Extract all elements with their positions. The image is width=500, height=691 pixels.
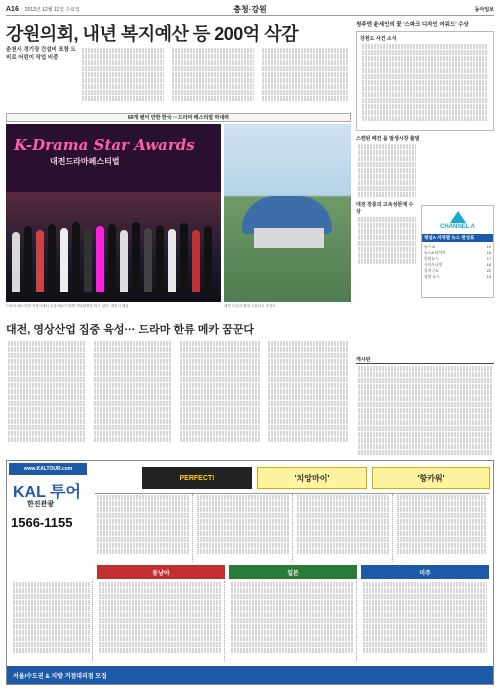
region-japan: 일본 (229, 565, 357, 579)
schedule-program: 강원 뉴스 (424, 275, 440, 279)
ad-promo-2: '항카워' (372, 467, 490, 489)
ad-perfect: PERFECT! (142, 467, 252, 489)
awards-photo (6, 124, 221, 302)
schedule-program: 뉴스A 라이브 (424, 251, 446, 255)
section-title: 충청·강원 (233, 5, 267, 14)
article2-col1 (6, 340, 88, 455)
article-body-col3 (260, 47, 350, 109)
kal-tour-advertisement (6, 460, 494, 685)
channel-a-logo: CHANNEL A (422, 206, 493, 234)
item2-title: 대전 장롱의 고속성관계 수상 (356, 202, 414, 215)
notice-board (356, 356, 494, 456)
ad-url[interactable]: www.KALTOUR.com (9, 463, 87, 475)
article-body-col2 (170, 47, 256, 109)
photo-logo: K-Drama Star Awards (14, 136, 195, 154)
ad-footer: 서울/수도권 & 지방 거점대리점 모집 (7, 666, 493, 684)
photo-banner: 60개 팬이 만한 한국 ···드라마 페스티벌 막내려 (6, 113, 351, 122)
photo2-caption: 대전 드라마 촬영 스튜디오 조감도 (224, 304, 276, 308)
article-body-col1 (80, 47, 166, 109)
channel-a-schedule (421, 205, 494, 298)
region-america: 미주 (361, 565, 489, 579)
ad-package-grid (95, 493, 489, 561)
article2-col3 (178, 340, 262, 455)
page-date: 2013년 12월 11일 수요일 (24, 7, 80, 13)
article2-col2 (92, 340, 174, 455)
ad-brand: KAL 투어 (13, 484, 81, 501)
schedule-time: 22 (486, 269, 491, 273)
main-headline: 강원의회, 내년 복지예산 등 200억 삭감 (6, 24, 298, 44)
photo1-caption: 드라마 페스티벌 시상식에서 수상자들이 함께 기념촬영을 하고 있다. 대전시 제공 (6, 304, 129, 308)
item1-title: 스캔된 페건 몸 발생시장 출범 (356, 136, 420, 142)
news-box (356, 31, 494, 131)
schedule-program: 뉴스 A (424, 245, 435, 249)
schedule-time: 16 (486, 251, 491, 255)
crowd-image (6, 192, 221, 302)
notice-title: 게시판 (356, 356, 494, 364)
schedule-program: 종합뉴스 (424, 257, 439, 261)
right-headline: 청주엔 윤세인의 꽃 '스파크 디자인 어워드' 수상 (356, 22, 469, 28)
main-subhead: 춘천시 경기장 건설비 포함 도비로 어린이 작업 비중 (6, 47, 76, 61)
ad-hanjin: 한진관광 (27, 501, 55, 508)
schedule-title: 채널A 지역별 뉴스 편성표 (422, 234, 493, 242)
paper-name: 동아일보 (474, 7, 494, 13)
page-header (6, 4, 494, 16)
second-headline: 대전, 영상산업 집중 육성··· 드라마 한류 메카 꿈꾼다 (6, 324, 254, 336)
schedule-time: 14 (486, 275, 491, 279)
page-number: A16 (6, 6, 19, 13)
article2-col4 (266, 340, 351, 455)
photo-logo-korean: 대전드라마페스티벌 (50, 157, 120, 166)
ad-promo-chiangmai: '치앙마이' (257, 467, 367, 489)
schedule-time: 17 (486, 257, 491, 261)
studio-photo (224, 124, 351, 302)
schedule-list (422, 242, 493, 282)
schedule-time: 19 (486, 245, 491, 249)
region-southeast-asia: 동남아 (97, 565, 225, 579)
ad-phone: 1566-1155 (11, 515, 73, 530)
news-box-title: 강원도 사건 소식 (360, 36, 397, 42)
schedule-row (424, 274, 491, 280)
schedule-time: 18 (486, 263, 491, 267)
schedule-program: 시사투나잇 (424, 263, 443, 267)
schedule-program: 돌직구쇼 (424, 269, 439, 273)
